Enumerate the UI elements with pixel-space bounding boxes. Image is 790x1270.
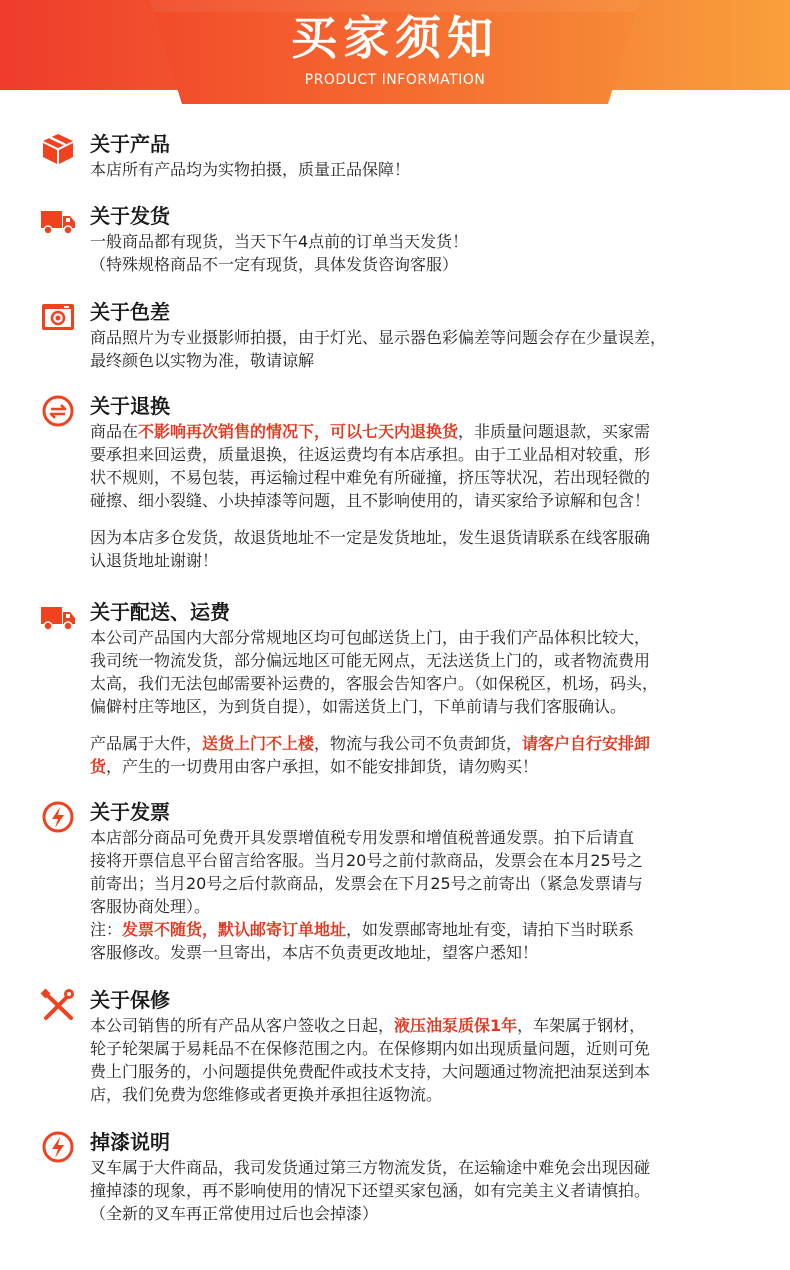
section-title: 关于产品 bbox=[90, 132, 170, 156]
body-line: 我司统一物流发货，部分偏远地区可能无网点，无法送货上门的，或者物流费用 bbox=[90, 651, 651, 670]
highlight-text: 货 bbox=[90, 757, 107, 776]
text-run: ，产生的一切费用由客户承担，如不能安排卸货，请勿购买！ bbox=[106, 757, 539, 776]
highlight-text: 不影响再次销售的情况下，可以七天内退换货 bbox=[138, 422, 459, 441]
body-line: 状不规则，不易包装，再运输过程中难免有所碰撞，挤压等状况，若出现轻微的 bbox=[90, 468, 651, 487]
highlight-text: 请客户自行安排卸 bbox=[522, 734, 651, 753]
body-line: 费上门服务的，小问题提供免费配件或技术支持，大问题通过物流把油泵送到本 bbox=[90, 1062, 651, 1081]
banner-subtitle: PRODUCT INFORMATION bbox=[304, 72, 486, 88]
section-body bbox=[90, 158, 766, 181]
body-line: 太高，我们无法包邮需要补运费的，客服会告知客户。（如保税区，机场，码头， bbox=[90, 674, 659, 693]
refund-icon bbox=[40, 394, 76, 428]
body-line bbox=[90, 755, 766, 778]
text-run: 本公司销售的所有产品从客户签收之日起， bbox=[90, 1016, 395, 1035]
highlight-text: 发票不随货，默认邮寄订单地址 bbox=[122, 920, 347, 939]
body-line: 本店所有产品均为实物拍摄，质量正品保障！ bbox=[90, 160, 411, 179]
body-line: 最终颜色以实物为准，敬请谅解 bbox=[90, 351, 315, 370]
body-line: 偏僻村庄等地区，为到货自提），如需送货上门，下单前请与我们客服确认。 bbox=[90, 697, 627, 716]
lightning-icon bbox=[40, 1130, 76, 1164]
body-line: 本店部分商品可免费开具发票增值税专用发票和增值税普通发票。拍下后请直 bbox=[90, 828, 635, 847]
truck-icon bbox=[40, 204, 76, 238]
body-line: 碰擦、细小裂缝、小块掉漆等问题，且不影响使用的，请买家给予谅解和包含！ bbox=[90, 491, 651, 510]
section-body bbox=[90, 826, 766, 964]
text-run: ，非质量问题退款，买家需 bbox=[458, 422, 651, 441]
text-run: 注： bbox=[90, 920, 123, 939]
header-banner bbox=[0, 0, 790, 104]
body-line: 本公司产品国内大部分常规地区均可包邮送货上门，由于我们产品体积比较大， bbox=[90, 628, 651, 647]
body-line bbox=[90, 420, 766, 443]
lightning-icon bbox=[40, 800, 76, 834]
body-line bbox=[90, 918, 766, 941]
section-body bbox=[90, 1014, 766, 1106]
body-line: 客服修改。发票一旦寄出，本店不负责更改地址，望客户悉知！ bbox=[90, 943, 539, 962]
body-line: （特殊规格商品不一定有现货，具体发货咨询客服） bbox=[90, 255, 459, 274]
body-line: 客服协商处理）。 bbox=[90, 897, 211, 916]
section-body bbox=[90, 326, 766, 372]
section-title: 关于配送、运费 bbox=[90, 600, 230, 624]
text-run: ，物流与我公司不负责卸货， bbox=[314, 734, 523, 753]
text-run: 产品属于大件， bbox=[90, 734, 203, 753]
body-line: 前寄出；当月20号之后付款商品，发票会在下月25号之前寄出（紧急发票请与 bbox=[90, 874, 643, 893]
section-title: 关于发货 bbox=[90, 204, 170, 228]
section-body bbox=[90, 230, 766, 276]
highlight-text: 液压油泵质保1年 bbox=[394, 1016, 518, 1035]
section-body bbox=[90, 420, 766, 572]
body-line: 叉车属于大件商品，我司发货通过第三方物流发货，在运输途中难免会出现因碰 bbox=[90, 1158, 651, 1177]
body-line: 要承担来回运费，质量退换，往返运费均有本店承担。由于工业品相对较重，形 bbox=[90, 445, 651, 464]
body-line bbox=[90, 732, 766, 755]
body-line: 商品照片为专业摄影师拍摄，由于灯光、显示器色彩偏差等问题会存在少量误差， bbox=[90, 328, 667, 347]
box-icon bbox=[40, 132, 76, 166]
truck-icon bbox=[40, 600, 76, 634]
text-run: ，如发票邮寄地址有变，请拍下当时联系 bbox=[346, 920, 635, 939]
highlight-text: 送货上门不上楼 bbox=[202, 734, 315, 753]
section-title: 关于退换 bbox=[90, 394, 170, 418]
section-title: 掉漆说明 bbox=[90, 1130, 170, 1154]
section-body bbox=[90, 626, 766, 778]
camera-icon bbox=[40, 300, 76, 334]
body-line: （全新的叉车再正常使用过后也会掉漆） bbox=[90, 1204, 379, 1223]
body-line: 撞掉漆的现象，再不影响使用的情况下还望买家包涵，如有完美主义者请慎拍。 bbox=[90, 1181, 651, 1200]
section-title: 关于保修 bbox=[90, 988, 170, 1012]
text-run: ，车架属于钢材， bbox=[517, 1016, 646, 1035]
section-title: 关于色差 bbox=[90, 300, 170, 324]
body-line: 接将开票信息平台留言给客服。当月20号之前付款商品，发票会在本月25号之 bbox=[90, 851, 643, 870]
body-line: 认退货地址谢谢！ bbox=[90, 551, 219, 570]
section-body bbox=[90, 1156, 766, 1225]
tools-icon bbox=[40, 988, 76, 1022]
banner-title: 买家须知 bbox=[291, 11, 499, 65]
body-line: 店，我们免费为您维修或者更换并承担往返物流。 bbox=[90, 1085, 443, 1104]
text-run: 商品在 bbox=[90, 422, 139, 441]
section-title: 关于发票 bbox=[90, 800, 170, 824]
body-line: 轮子轮架属于易耗品不在保修范围之内。在保修期内如出现质量问题，近则可免 bbox=[90, 1039, 651, 1058]
body-line: 因为本店多仓发货，故退货地址不一定是发货地址，发生退货请联系在线客服确 bbox=[90, 528, 651, 547]
body-line: 一般商品都有现货，当天下午4点前的订单当天发货！ bbox=[90, 232, 469, 251]
body-line bbox=[90, 1014, 766, 1037]
